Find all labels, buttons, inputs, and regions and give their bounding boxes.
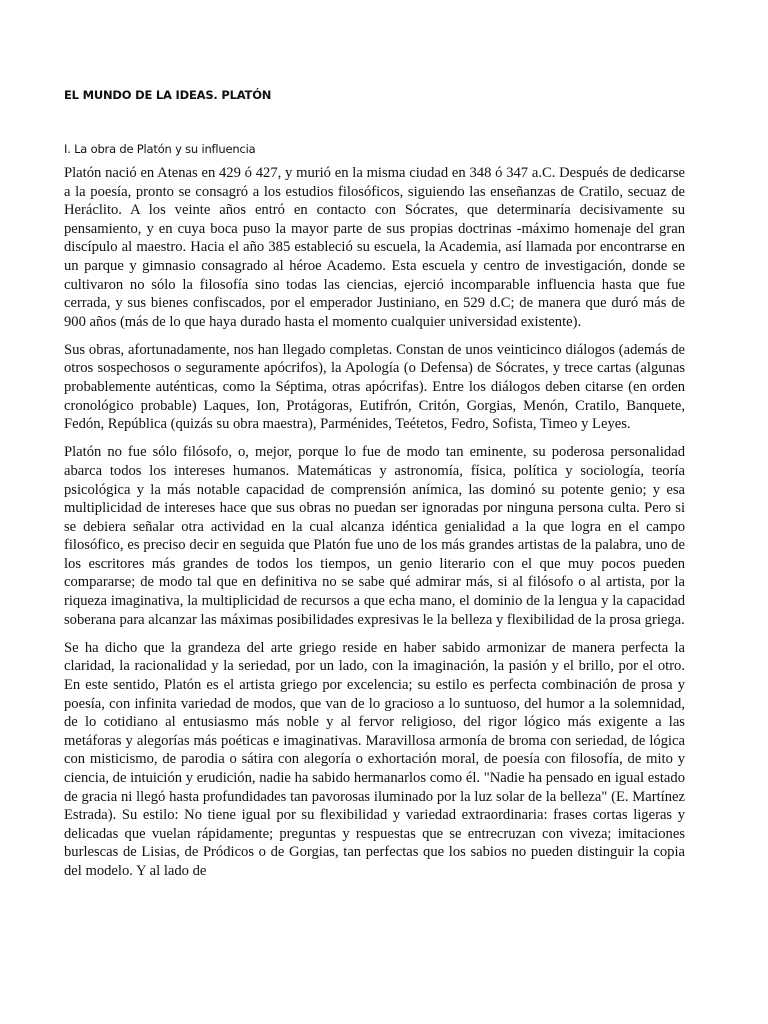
document-title: EL MUNDO DE LA IDEAS. PLATÓN xyxy=(64,88,272,102)
document-body xyxy=(64,164,685,890)
paragraph: Sus obras, afortunadamente, nos han llegado completas. Constan de unos veinticinco diálogos (además de otros sospechosos o seguramente apócrifos), la Apología (o Defensa) de Sócrates, y trece cartas (algunas probablemente auténticas, como la Séptima, otras apócrifas). Entre los diálogos deben citarse (en orden cronológico probable) Laques, Ion, Protágoras, Eutifrón, Critón, Gorgias, Menón, Cratilo, Banquete, Fedón, República (quizás su obra maestra), Parménides, Teétetos, Fedro, Sofista, Timeo y Leyes. xyxy=(64,341,685,433)
paragraph: Platón no fue sólo filósofo, o, mejor, porque lo fue de modo tan eminente, su poderosa personalidad abarca todos los intereses humanos. Matemáticas y astronomía, física, política y sociología, teoría psicológica y la más notable capacidad de comprensión anímica, las dominó su potente genio; y esa multiplicidad de intereses hace que sus obras no puedan ser ignoradas por ninguna persona culta. Pero si se debiera señalar otra actividad en la cual alcanza idéntica genialidad a la que logra en el campo filosófico, es preciso decir en seguida que Platón fue uno de los más grandes artistas de la palabra, uno de los escritores más grandes de todos los tiempos, un genio literario con el que muy pocos pueden compararse; de modo tal que en definitiva no se sabe qué admirar más, si al filósofo o al artista, por la riqueza imaginativa, la multiplicidad de recursos a que echa mano, el dominio de la lengua y la capacidad soberana para alcanzar las máximas posibilidades expresivas le la belleza y flexibilidad de la prosa griega. xyxy=(64,444,685,628)
paragraph: Platón nació en Atenas en 429 ó 427, y murió en la misma ciudad en 348 ó 347 a.C. Después de dedicarse a la poesía, pronto se consagró a los estudios filosóficos, siguiendo las enseñanzas de Cratilo, secuaz de Heráclito. A los veinte años entró en contacto con Sócrates, que determinaría decisivamente su pensamiento, y en cuya boca puso la mayor parte de sus propias doctrinas -máximo homenaje del gran discípulo al maestro. Hacia el año 385 estableció su escuela, la Academia, así llamada por encontrarse en un parque y gimnasio consagrado al héroe Academo. Esta escuela y centro de investigación, donde se cultivaron no sólo la filosofía sino todas las ciencias, ejerció incomparable influencia hasta que fue cerrada, y sus bienes confiscados, por el emperador Justiniano, en 529 d.C; de manera que duró más de 900 años (más de lo que haya durado hasta el momento cualquier universidad existente). xyxy=(64,165,685,330)
paragraph: Se ha dicho que la grandeza del arte griego reside en haber sabido armonizar de manera perfecta la claridad, la racionalidad y la seriedad, por un lado, con la imaginación, la pasión y el brillo, por el otro. En este sentido, Platón es el artista griego por excelencia; su estilo es perfecta combinación de prosa y poesía, con infinita variedad de modos, que van de lo gracioso a lo suntuoso, del humor a la solemnidad, de lo cotidiano al entusiasmo más noble y al fervor religioso, del rigor lógico más exigente a las metáforas y alegorías más poéticas e imaginativas. Maravillosa armonía de broma con seriedad, de lógica con misticismo, de parodia o sátira con alegoría o exhortación moral, de poesía con filosofía, de mito y ciencia, de intuición y erudición, nadie ha sabido hermanarlos como él. "Nadie ha pensado en igual estado de gracia ni llegó hasta profundidades tan pavorosas iluminado por la luz solar de la belleza" (E. Martínez Estrada). Su estilo: No tiene igual por su flexibilidad y variedad extraordinaria: frases cortas ligeras y delicadas que vuelan rápidamente; preguntas y respuestas que se entrecruzan con viveza; imitaciones burlescas de Lisias, de Pródicos o de Gorgias, tan perfectas que los sabios no pueden distinguir la copia del modelo. Y al lado de xyxy=(64,639,685,879)
section-heading: I. La obra de Platón y su influencia xyxy=(64,142,256,156)
